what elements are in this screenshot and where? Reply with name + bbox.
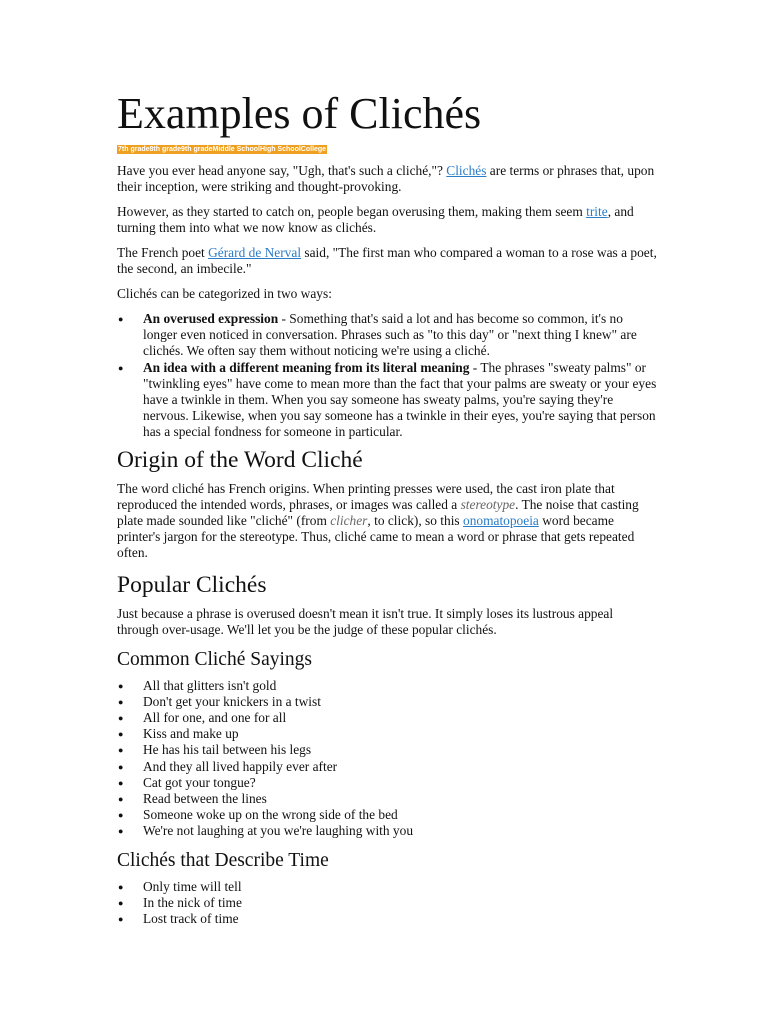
bullet-icon: ● bbox=[118, 761, 124, 772]
intro-paragraph-3 bbox=[117, 245, 657, 277]
list-item bbox=[117, 311, 657, 360]
bullet-icon: ● bbox=[118, 314, 124, 324]
stereotype-term: stereotype bbox=[460, 496, 516, 512]
origin-text: , to click), so this bbox=[367, 512, 463, 528]
list-item bbox=[117, 911, 657, 927]
list-item bbox=[117, 726, 657, 742]
bullet-icon: ● bbox=[118, 680, 124, 691]
bullet-icon: ● bbox=[118, 897, 124, 908]
list-item bbox=[117, 895, 657, 911]
bullet-icon: ● bbox=[118, 914, 124, 925]
sayings-list bbox=[117, 678, 657, 840]
time-list bbox=[117, 879, 657, 928]
clicher-term: clicher bbox=[330, 512, 368, 528]
origin-heading: Origin of the Word Cliché bbox=[117, 446, 363, 473]
saying-text: In the nick of time bbox=[143, 894, 242, 910]
cliches-link[interactable]: Clichés bbox=[446, 163, 487, 178]
list-item bbox=[117, 823, 657, 839]
saying-text: All that glitters isn't gold bbox=[143, 677, 277, 693]
intro-text: Have you ever head anyone say, "Ugh, that's such a cliché,"? bbox=[117, 163, 447, 178]
intro-text: are terms or phrases that, upon their inception, were striking and thought-provoking. bbox=[117, 163, 655, 194]
bullet-icon: ● bbox=[118, 826, 124, 837]
saying-text: All for one, and one for all bbox=[143, 710, 287, 726]
list-item bbox=[117, 759, 657, 775]
bullet-icon: ● bbox=[118, 729, 124, 740]
saying-text: Only time will tell bbox=[143, 878, 242, 894]
saying-text: Lost track of time bbox=[143, 911, 239, 927]
onomatopoeia-link[interactable]: onomatopoeia bbox=[463, 512, 539, 528]
saying-text: Kiss and make up bbox=[143, 726, 239, 742]
origin-text: The word cliché has French origins. When printing presses were used, the cast iron plate that reproduced the intended words, phrases, or images was called a bbox=[117, 480, 615, 512]
saying-text: And they all lived happily ever after bbox=[143, 758, 338, 774]
list-item bbox=[117, 791, 657, 807]
intro-paragraph-1 bbox=[117, 163, 657, 195]
intro-text: , and turning them into what we now know as clichés. bbox=[117, 204, 634, 235]
intro-paragraph-4: Clichés can be categorized in two ways: bbox=[117, 286, 332, 301]
intro-text: However, as they started to catch on, people began overusing them, making them seem bbox=[117, 204, 587, 219]
article-body bbox=[117, 86, 657, 935]
intro-text: said, "The first man who compared a woman to a rose was a poet, the second, an imbecile." bbox=[117, 245, 657, 276]
grade-level-tags[interactable]: 7th grade8th grade9th gradeMiddle SchoolHigh SchoolCollege bbox=[118, 146, 327, 153]
bullet-icon: ● bbox=[118, 713, 124, 724]
bullet-icon: ● bbox=[118, 362, 124, 373]
bullet-icon: ● bbox=[118, 881, 124, 892]
page-title: Examples of Clichés bbox=[117, 89, 482, 138]
popular-paragraph: Just because a phrase is overused doesn't mean it isn't true. It simply loses its lustrous appeal through over-usage. We'll let you be the judge of these popular clichés. bbox=[117, 605, 614, 637]
popular-heading: Popular Clichés bbox=[117, 571, 267, 598]
list-item bbox=[117, 710, 657, 726]
list-item bbox=[117, 694, 657, 710]
saying-text: We're not laughing at you we're laughing with you bbox=[143, 823, 414, 839]
bullet-icon: ● bbox=[118, 810, 124, 821]
category-list bbox=[117, 311, 657, 441]
gerard-de-nerval-link[interactable]: Gérard de Nerval bbox=[208, 245, 302, 260]
category-term: An idea with a different meaning from its literal meaning bbox=[143, 359, 470, 375]
bullet-icon: ● bbox=[118, 745, 124, 756]
list-item bbox=[117, 807, 657, 823]
category-term: An overused expression bbox=[143, 311, 279, 326]
origin-paragraph bbox=[117, 481, 657, 561]
sayings-heading: Common Cliché Sayings bbox=[117, 648, 312, 670]
list-item bbox=[117, 678, 657, 694]
saying-text: Read between the lines bbox=[143, 791, 267, 807]
origin-text: word became printer's jargon for the stereotype. Thus, cliché came to mean a word or phrase that gets repeated often. bbox=[117, 512, 635, 560]
saying-text: Don't get your knickers in a twist bbox=[143, 693, 321, 709]
saying-text: Someone woke up on the wrong side of the bed bbox=[143, 807, 398, 823]
bullet-icon: ● bbox=[118, 696, 124, 707]
saying-text: Cat got your tongue? bbox=[143, 774, 256, 790]
bullet-icon: ● bbox=[118, 794, 124, 805]
origin-text: . The noise that casting plate made sounded like "cliché" (from bbox=[117, 496, 639, 528]
category-description: - The phrases "sweaty palms" or "twinkling eyes" have come to mean more than the fact that your palms are sweaty or your eyes have a twinkle in them. When you say someone has sweaty palms, you're saying they're nervous. Likewise, when you say someone has a twinkle in their eyes, you're saying that person has a special fondness for someone in particular. bbox=[143, 359, 657, 440]
bullet-icon: ● bbox=[118, 777, 124, 788]
intro-paragraph-2 bbox=[117, 204, 657, 236]
list-item bbox=[117, 775, 657, 791]
list-item bbox=[117, 360, 657, 441]
list-item bbox=[117, 742, 657, 758]
category-description: - Something that's said a lot and has become so common, it's no longer even noticed in conversation. Phrases such as "to this day" or "next thing I knew" are clichés. We often say them without noticing we're using a cliché. bbox=[143, 311, 637, 359]
time-heading: Clichés that Describe Time bbox=[117, 849, 329, 871]
intro-text: The French poet bbox=[117, 245, 209, 260]
saying-text: He has his tail between his legs bbox=[143, 742, 312, 758]
trite-link[interactable]: trite bbox=[586, 204, 608, 219]
list-item bbox=[117, 879, 657, 895]
